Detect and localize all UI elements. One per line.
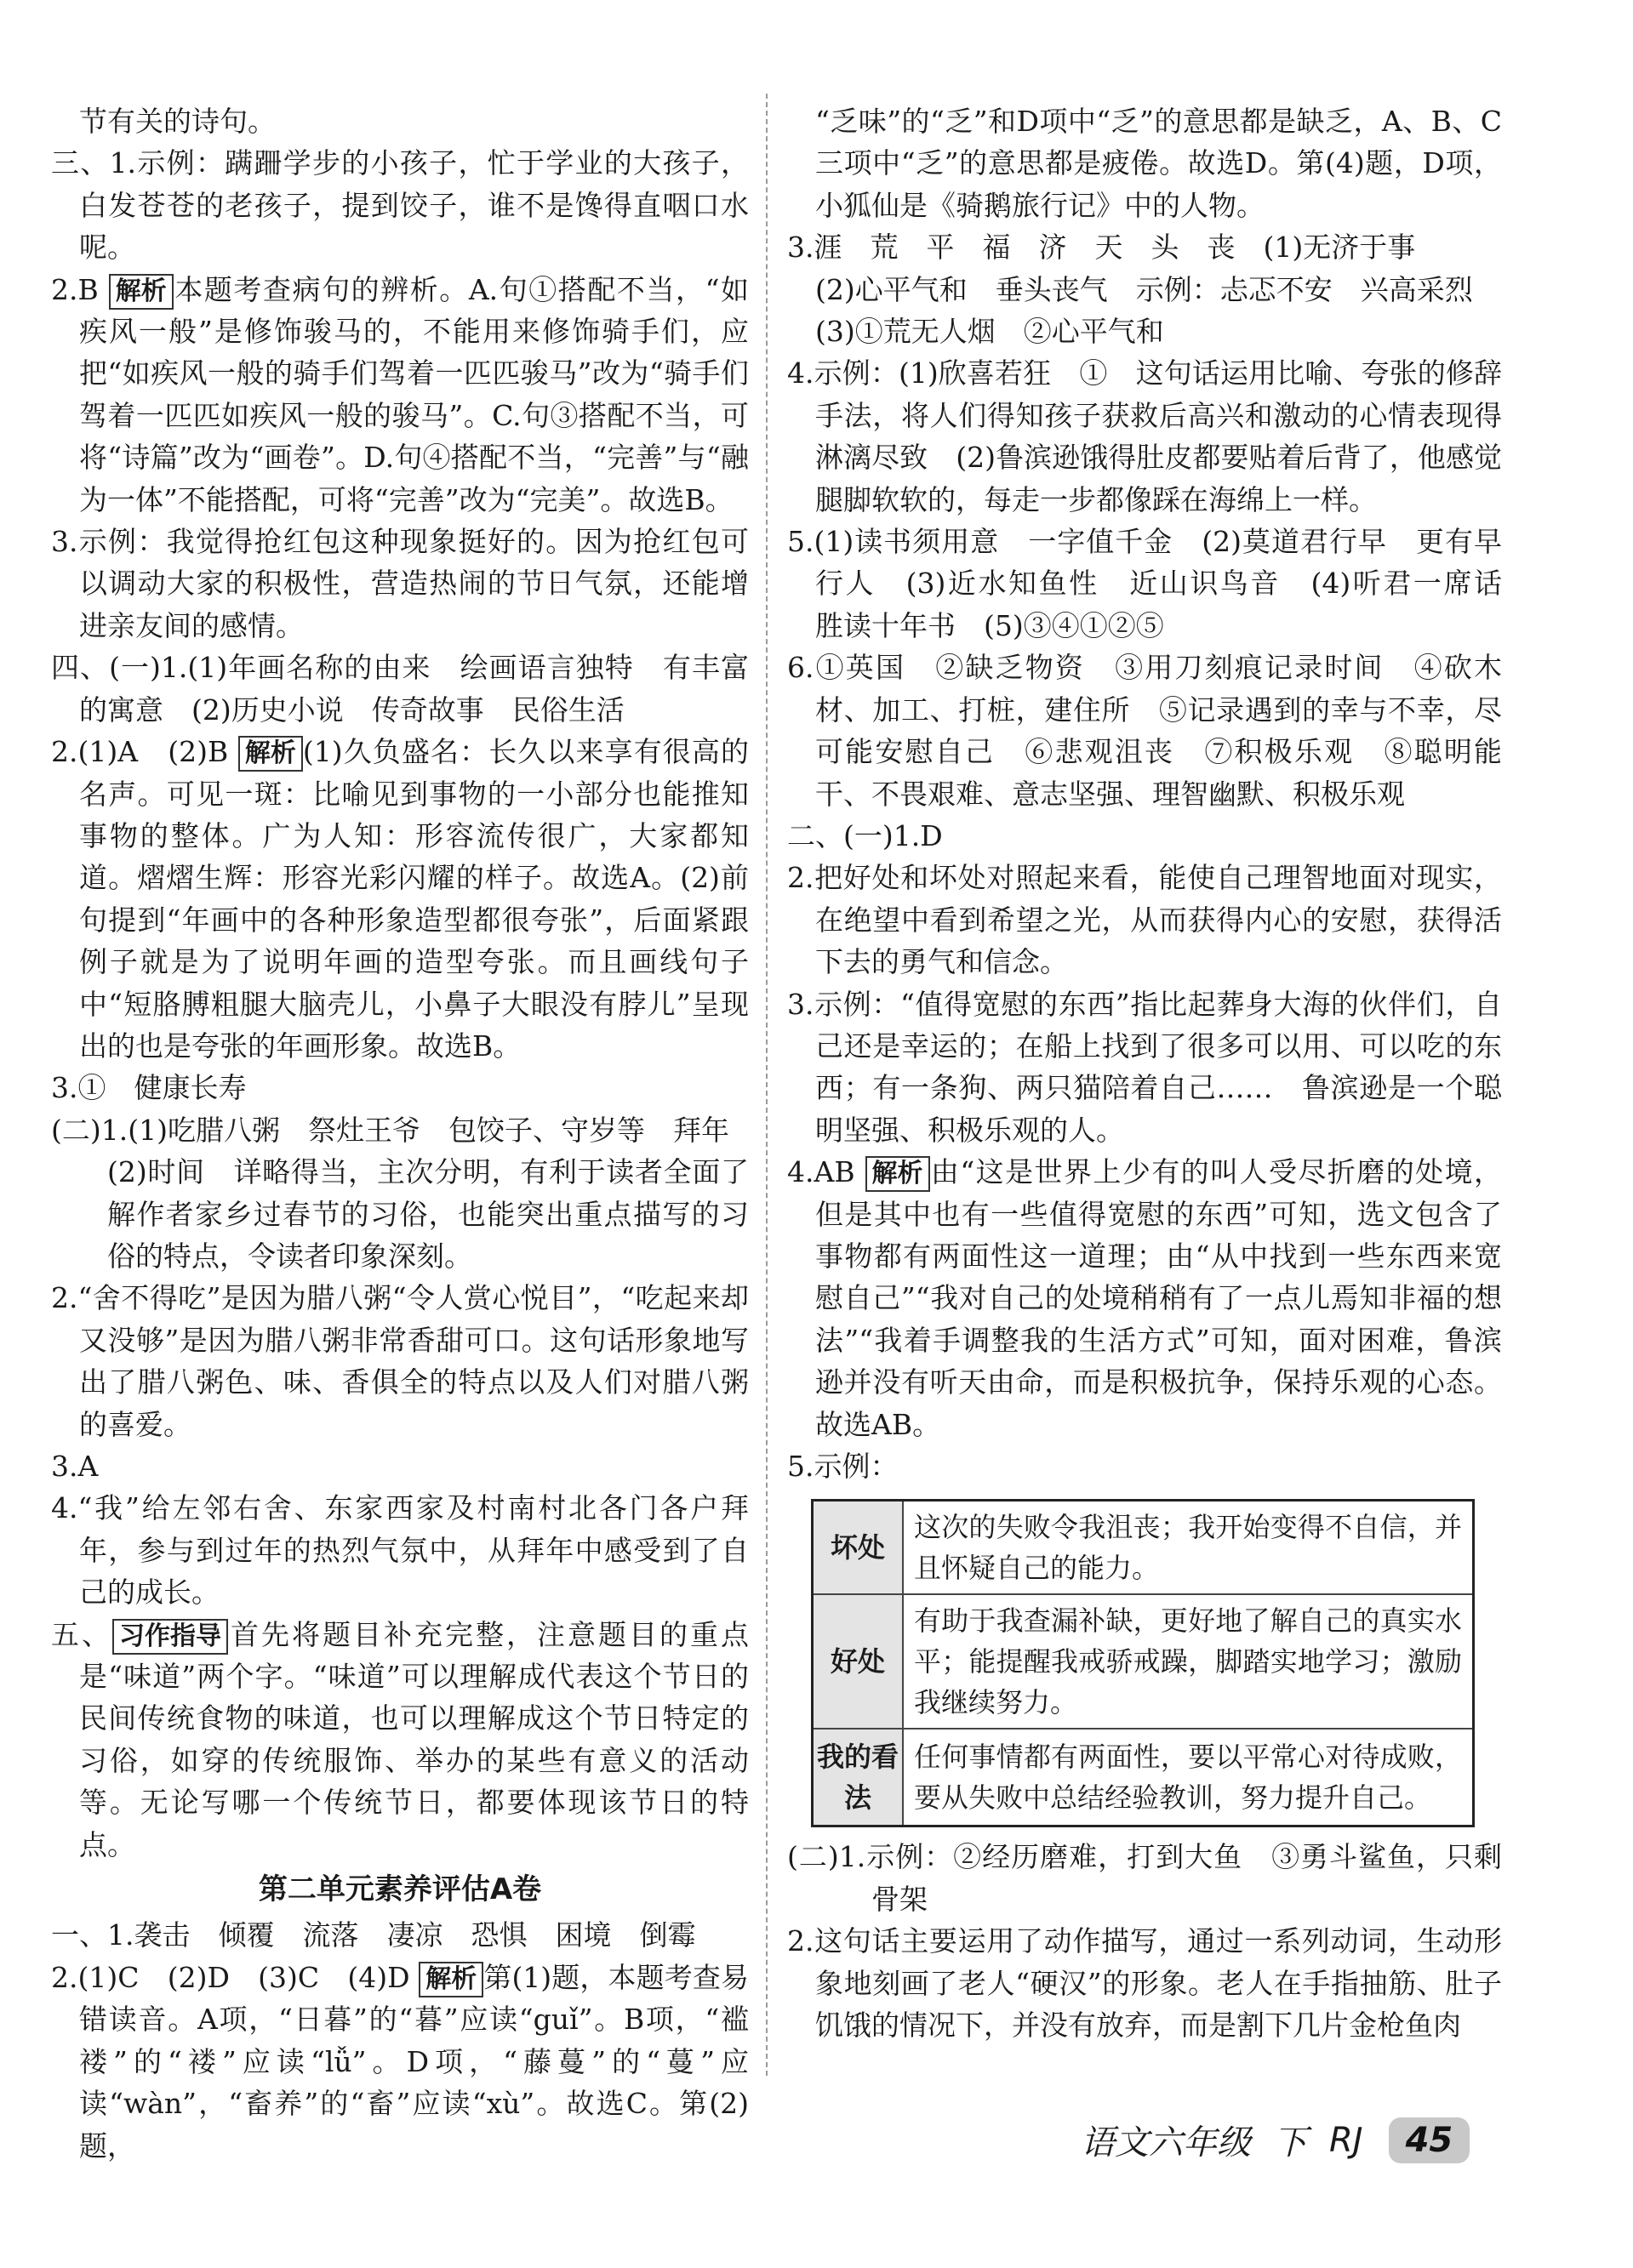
page-number: 45 bbox=[1389, 2117, 1470, 2163]
answer-item: 3.涯 荒 平 福 济 天 头 丧 (1)无济于事 bbox=[787, 231, 1416, 265]
answer-item: 2.“舍不得吃”是因为腊八粥“令人赏心悦目”，“吃起来却又没够”是因为腊八粥非常香甜可口。这句话形象地写出了腊八粥色、味、香俱全的特点以及人们对腊八粥的喜爱。 bbox=[51, 1281, 749, 1441]
answer-item: 三、1.示例：蹒跚学步的小孩子，忙于学业的大孩子，白发苍苍的老孩子，提到饺子，谁不是馋得直咽口水呢。 bbox=[51, 146, 749, 265]
answer-item: 2.这句话主要运用了动作描写，通过一系列动词，生动形象地刻画了老人“硬汉”的形象。老人在手指抽筋、肚子饥饿的情况下，并没有放弃，而是割下几片金枪鱼肉 bbox=[787, 1924, 1502, 2043]
answer-item: 6.①英国 ②缺乏物资 ③用刀刻痕记录时间 ④砍木材、加工、打桩，建住所 ⑤记录遇到的幸与不幸，尽可能安慰自己 ⑥悲观沮丧 ⑦积极乐观 ⑧聪明能干、不畏艰难、意志坚强、理智幽默、积极乐观 bbox=[787, 651, 1502, 811]
analysis-tag: 解析 bbox=[419, 1962, 483, 1997]
answer-item: 2.(1)A (2)B 解析 (1)久负盛名：长久以来享有很高的名声。可见一斑：比喻见到事物的一小部分也能推知事物的整体。广为人知：形容流传很广，大家都知道。熠熠生辉：形容光彩闪耀的样子。故选A。(2)前句提到“年画中的各种形象造型都很夸张”，后面紧跟例子就是为了说明年画的造型夸张。而且画线句子中“短胳膊粗腿大脑壳儿，小鼻子大眼没有脖儿”呈现出的也是夸张的年画形象。故选B。 bbox=[51, 735, 750, 1063]
table-key-cell: 好处 bbox=[813, 1594, 904, 1729]
answer-item: 5.(1)读书须用意 一字值千金 (2)莫道君行早 更有早行人 (3)近水知鱼性 近山识鸟音 (4)听君一席话 胜读十年书 (5)③④①②⑤ bbox=[787, 525, 1530, 642]
left-column bbox=[51, 100, 749, 2167]
answer-item: 二、(一)1.D bbox=[787, 818, 943, 852]
answer-item: 2.把好处和坏处对照起来看，能使自己理智地面对现实，在绝望中看到希望之光，从而获得内心的安慰，获得活下去的勇气和信念。 bbox=[787, 861, 1502, 979]
answer-item: 3.示例：我觉得抢红包这种现象挺好的。因为抢红包可以调动大家的积极性，营造热闹的节日气氛，还能增进亲友间的感情。 bbox=[51, 525, 749, 642]
table-value-cell: 这次的失败令我沮丧；我开始变得不自信，并且怀疑自己的能力。 bbox=[903, 1501, 1474, 1595]
answer-line: “乏味”的“乏”和D项中“乏”的意思都是缺乏，A、B、C三项中“乏”的意思都是疲倦。故选D。第(4)题，D项，小狐仙是《骑鹅旅行记》中的人物。 bbox=[815, 105, 1502, 222]
table-key-cell: 我的看法 bbox=[813, 1729, 904, 1826]
answer-item: 4.AB 解析 由“这是世界上少有的叫人受尽折磨的处境，但是其中也有一些值得宽慰的东西”可知，选文包含了事物都有两面性这一道理；由“从中找到一些东西来宽慰自己”“我对自己的处境稍稍有了一点儿焉知非福的想法”“我着手调整我的生活方式”可知，面对困难，鲁滨逊并没有听天由命，而是积极抗争，保持乐观的心态。故选AB。 bbox=[787, 1155, 1503, 1441]
footer-term: 下 bbox=[1273, 2123, 1307, 2163]
table-key-cell: 坏处 bbox=[813, 1501, 904, 1595]
answer-item: 4.示例：(1)欣喜若狂 ① 这句话运用比喻、夸张的修辞手法，将人们得知孩子获救后高兴和激动的心情表现得淋漓尽致 (2)鲁滨逊饿得肚皮都要贴着后背了，他感觉腿脚软软的，每走一步都像踩在海绵上一样。 bbox=[787, 356, 1502, 516]
answer-item: 2.(1)C (2)D (3)C (4)D 解析 第(1)题，本题考查易错读音。A项，“日暮”的“暮”应读“guǐ”。B项，“褴褛”的“褛”应读“lǚ”。D项，“藤蔓”的“蔓”应读“wàn”，“畜养”的“畜”应读“xù”。故选C。第(2)题， bbox=[51, 1960, 750, 2163]
writing-guide-tag: 习作指导 bbox=[112, 1619, 228, 1655]
table-row bbox=[813, 1594, 1474, 1729]
answer-item: 一、1.袭击 倾覆 流落 凄凉 恐惧 困境 倒霉 bbox=[51, 1918, 696, 1952]
analysis-tag: 解析 bbox=[238, 736, 303, 772]
analysis-tag: 解析 bbox=[865, 1156, 930, 1192]
table-value-cell: 有助于我查漏补缺，更好地了解自己的真实水平；能提醒我戒骄戒躁，脚踏实地学习；激励我继续努力。 bbox=[903, 1594, 1474, 1729]
example-table bbox=[811, 1499, 1475, 1827]
answer-item: (二)1.示例：②经历磨难，打到大鱼 ③勇斗鲨鱼，只剩骨架 bbox=[787, 1840, 1502, 1916]
footer-subject: 语文六年级 bbox=[1081, 2123, 1251, 2163]
table-row bbox=[813, 1501, 1474, 1595]
answer-item: 3.A bbox=[51, 1450, 99, 1483]
answer-line: 节有关的诗句。 bbox=[79, 105, 276, 138]
answer-line: (2)心平气和 垂头丧气 示例：忐忑不安 兴高采烈 bbox=[815, 272, 1473, 306]
answer-item: 5.示例： bbox=[787, 1450, 899, 1483]
answer-item: 3.示例：“值得宽慰的东西”指比起葬身大海的伙伴们，自己还是幸运的；在船上找到了很多可以用、可以吃的东西；有一条狗、两只猫陪着自己…… 鲁滨逊是一个聪明坚强、积极乐观的人。 bbox=[787, 987, 1502, 1147]
column-divider bbox=[766, 94, 768, 2076]
analysis-tag: 解析 bbox=[109, 274, 174, 310]
answer-item: 4.“我”给左邻右舍、东家西家及村南村北各门各户拜年，参与到过年的热烈气氛中，从拜年中感受到了自己的成长。 bbox=[51, 1491, 749, 1610]
right-column bbox=[787, 100, 1530, 2046]
table-value-cell: 任何事情都有两面性，要以平常心对待成败，要从失败中总结经验教训，努力提升自己。 bbox=[903, 1729, 1474, 1826]
answer-item: 3.① 健康长寿 bbox=[51, 1071, 247, 1105]
answer-item: (2)时间 详略得当，主次分明，有利于读者全面了解作者家乡过春节的习俗，也能突出重点描写的习俗的特点，令读者印象深刻。 bbox=[107, 1155, 749, 1273]
footer-edition: RJ bbox=[1329, 2120, 1363, 2160]
answer-item: 四、(一)1.(1)年画名称的由来 绘画语言独特 有丰富的寓意 (2)历史小说 传奇故事 民俗生活 bbox=[51, 651, 749, 727]
answer-line: (3)①荒无人烟 ②心平气和 bbox=[815, 315, 1164, 349]
page-footer bbox=[1081, 2116, 1470, 2164]
answer-item: (二)1.(1)吃腊八粥 祭灶王爷 包饺子、守岁等 拜年 bbox=[51, 1113, 729, 1147]
section-title: 第二单元素养评估A卷 bbox=[258, 1872, 542, 1907]
answer-item: 2.B 解析 本题考查病句的辨析。A.句①搭配不当，“如疾风一般”是修饰骏马的，不能用来修饰骑手们，应把“如疾风一般的骑手们驾着一匹匹骏马”改为“骑手们驾着一匹匹如疾风一般的骏马”。C.句③搭配不当，可将“诗篇”改为“画卷”。D.句④搭配不当，“完善”与“融为一体”不能搭配，可将“完善”改为“完美”。故选B。 bbox=[51, 272, 749, 516]
answer-item: 五、 习作指导 首先将题目补充完整，注意题目的重点是“味道”两个字。“味道”可以理解成代表这个节日的民间传统食物的味道，也可以理解成这个节日特定的习俗，如穿的传统服饰、举办的某些有意义的活动等。无论写哪一个传统节日，都要体现该节日的特点。 bbox=[51, 1617, 749, 1861]
table-row bbox=[813, 1729, 1474, 1826]
